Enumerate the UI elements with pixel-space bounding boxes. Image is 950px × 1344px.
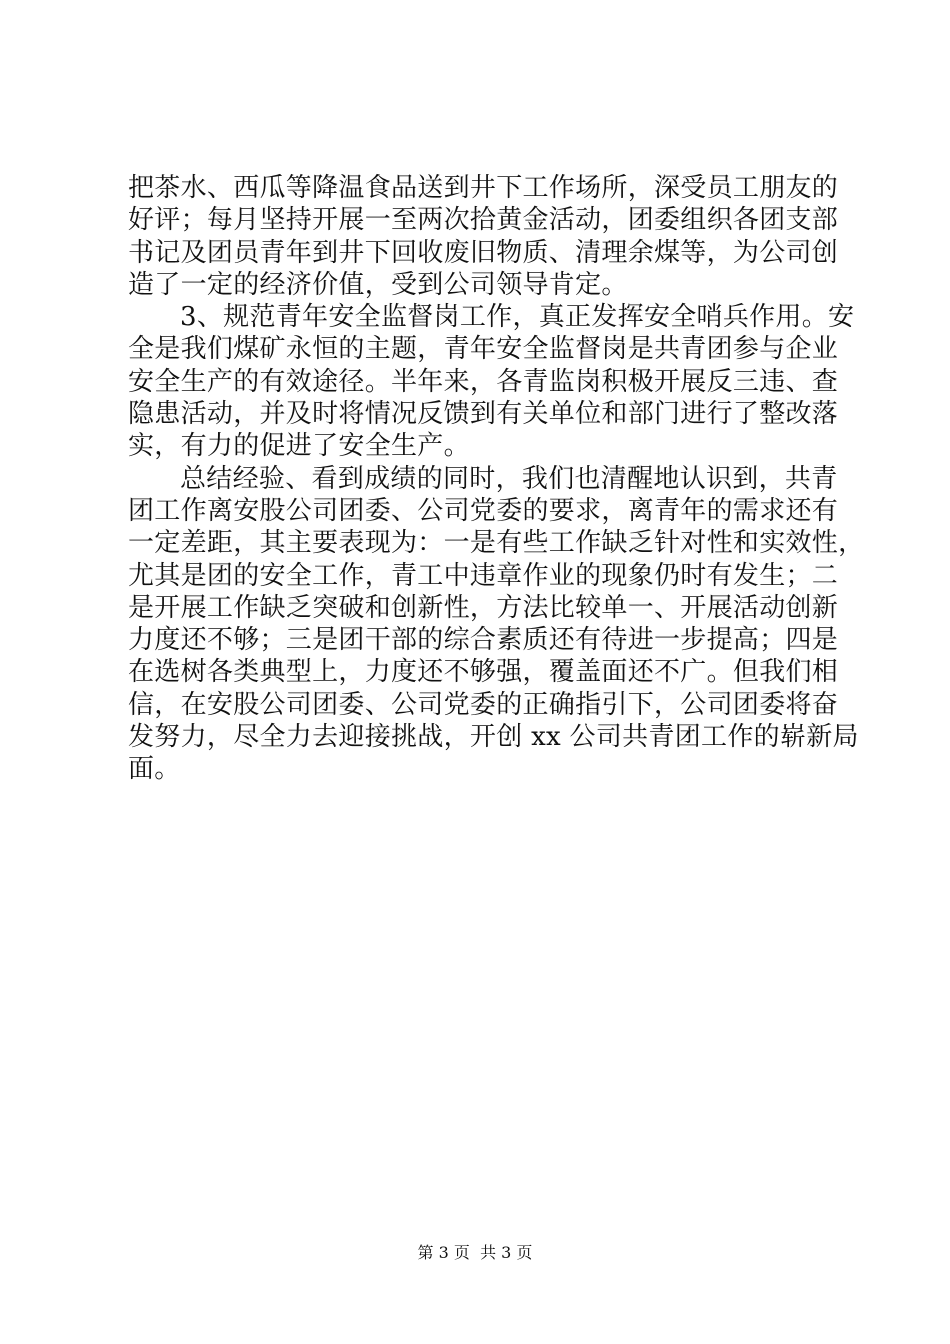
text-line: 全是我们煤矿永恒的主题，青年安全监督岗是共青团参与企业 <box>128 334 839 365</box>
text-line: 书记及团员青年到井下回收废旧物质、清理余煤等，为公司创 <box>128 237 839 268</box>
text-line: 团工作离安股公司团委、公司党委的要求，离青年的需求还有 <box>128 495 839 526</box>
text-line: 实，有力的促进了安全生产。 <box>128 431 470 462</box>
text-line: 安全生产的有效途径。半年来，各青监岗积极开展反三违、查 <box>128 366 839 397</box>
document-body <box>128 172 865 786</box>
text-line: 尤其是团的安全工作，青工中违章作业的现象仍时有发生；二 <box>128 560 839 591</box>
text-line: 面。 <box>128 754 181 785</box>
text-line: 发努力，尽全力去迎接挑战，开创 xx 公司共青团工作的崭新局 <box>128 722 859 753</box>
text-line: 是开展工作缺乏突破和创新性，方法比较单一、开展活动创新 <box>128 592 839 623</box>
text-line: 信，在安股公司团委、公司党委的正确指引下，公司团委将奋 <box>128 689 839 720</box>
text-line: 总结经验、看到成绩的同时，我们也清醒地认识到，共青 <box>180 463 838 494</box>
text-line: 力度还不够；三是团干部的综合素质还有待进一步提高；四是 <box>128 625 839 656</box>
page-number-label: 第 3 页 共 3 页 <box>417 1243 533 1262</box>
text-line: 造了一定的经济价值，受到公司领导肯定。 <box>128 269 628 300</box>
text-line: 3、规范青年安全监督岗工作，真正发挥安全哨兵作用。安 <box>180 302 855 333</box>
text-line: 一定差距，其主要表现为：一是有些工作缺乏针对性和实效性， <box>128 528 865 559</box>
page-footer <box>0 1243 950 1263</box>
text-line: 把茶水、西瓜等降温食品送到井下工作场所，深受员工朋友的 <box>128 173 839 203</box>
text-line: 在选树各类典型上，力度还不够强，覆盖面还不广。但我们相 <box>128 657 839 688</box>
text-line: 隐患活动，并及时将情况反馈到有关单位和部门进行了整改落 <box>128 399 839 430</box>
text-line: 好评；每月坚持开展一至两次拾黄金活动，团委组织各团支部 <box>128 205 839 236</box>
